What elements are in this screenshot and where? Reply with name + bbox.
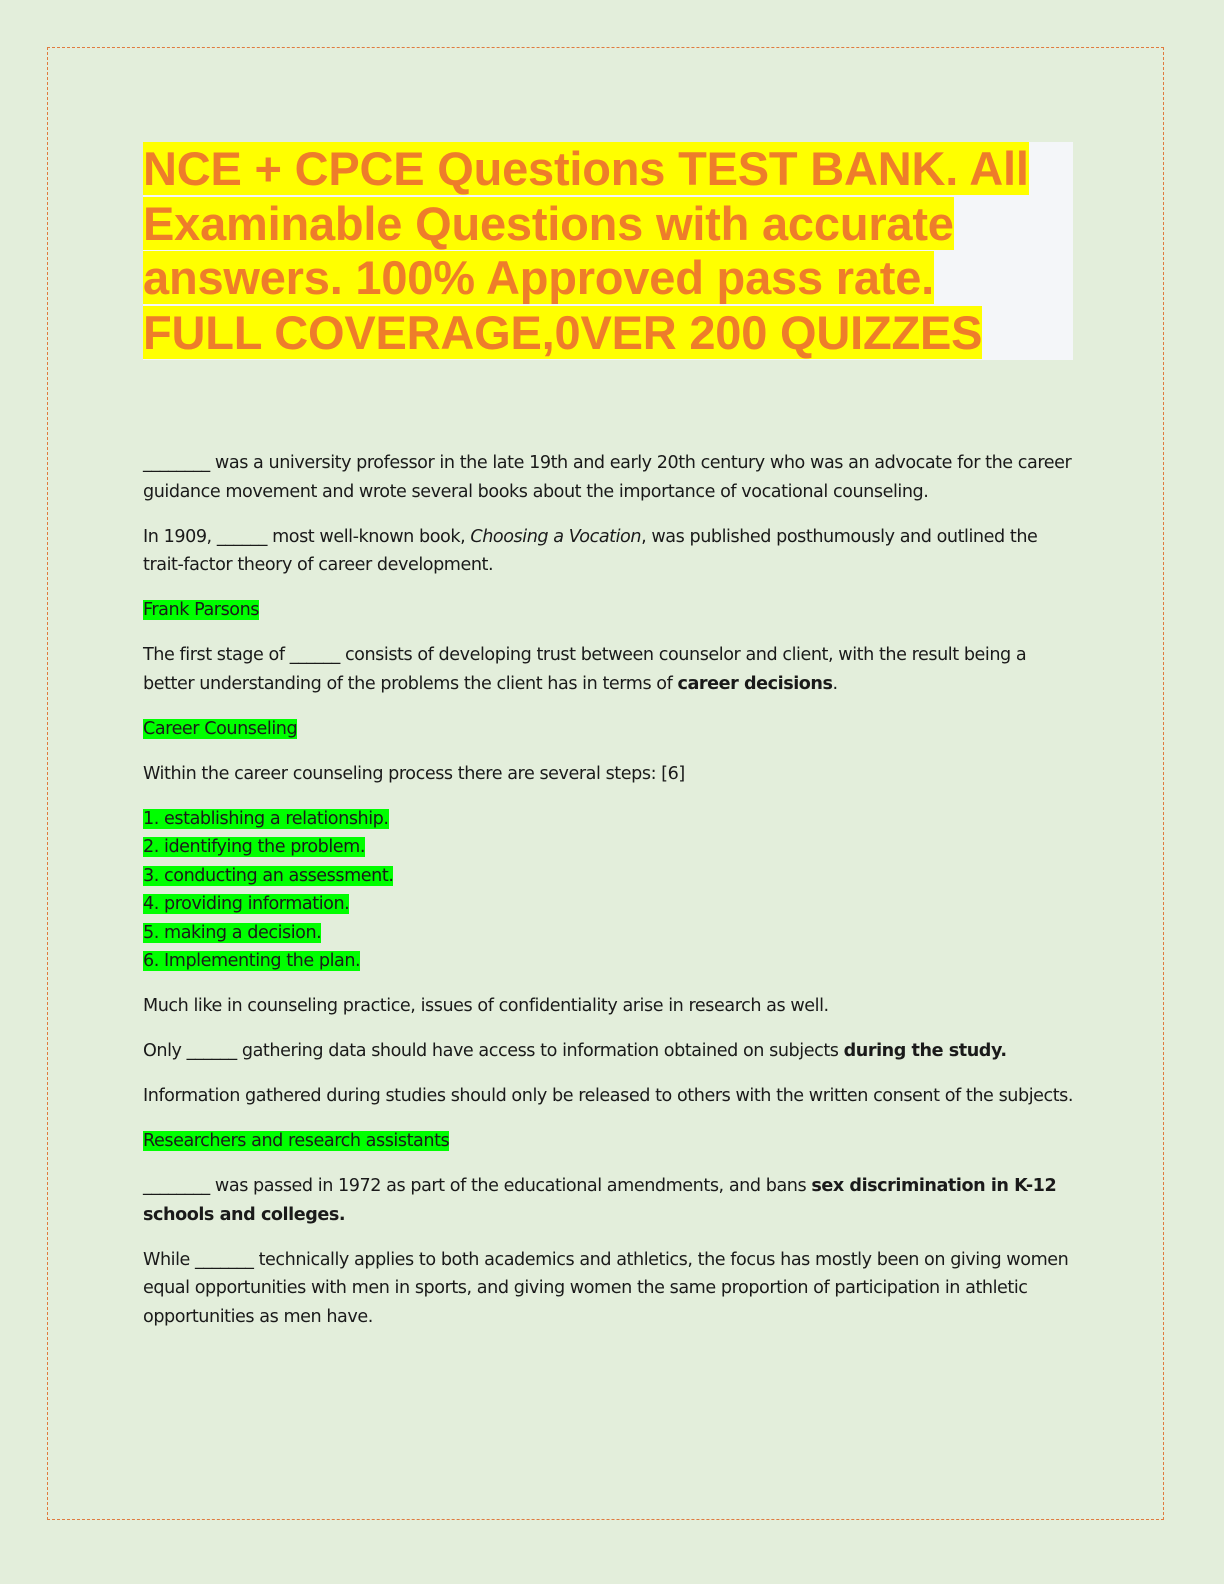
title-line: FULL COVERAGE,0VER 200 QUIZZES — [143, 305, 983, 359]
question-paragraph: Information gathered during studies should only be released to others with the written consent of the subjects. — [143, 1086, 1074, 1106]
title-box — [143, 142, 1073, 360]
answer-paragraph — [143, 596, 1078, 625]
question-paragraph: ________ was a university professor in the late 19th and early 20th century who was an advocate for the career guidance movement and wrote several books about the importance of vocational counseling. — [143, 453, 1072, 502]
list-item: 3. conducting an assessment. — [143, 865, 394, 886]
question-paragraph: Only ______ gathering data should have access to information obtained on subjects during the study. — [143, 1041, 1007, 1061]
answer-paragraph — [143, 1127, 1078, 1156]
answer-paragraph — [143, 715, 1078, 744]
steps-list — [143, 805, 1078, 976]
list-item: 4. providing information. — [143, 894, 350, 914]
document-body — [143, 449, 1078, 1348]
list-item: 6. Implementing the plan. — [143, 951, 361, 971]
answer-highlight: Career Counseling — [143, 718, 298, 739]
question-paragraph: The first stage of ______ consists of developing trust between counselor and client, with the result being a better understanding of the problems the client has in terms of career decisions. — [143, 645, 1027, 694]
question-paragraph: ________ was passed in 1972 as part of the educational amendments, and bans sex discrimination in K-12 schools and colleges. — [143, 1176, 1057, 1225]
question-paragraph: In 1909, ______ most well-known book, Choosing a Vocation, was published posthumously and outlined the trait-factor theory of career development. — [143, 526, 1038, 575]
question-paragraph: Much like in counseling practice, issues of confidentiality arise in research as well. — [143, 996, 829, 1016]
document-title — [143, 142, 1073, 360]
title-line: answers. 100% Approved pass rate. — [143, 251, 935, 304]
book-title: Choosing a Vocation — [470, 526, 642, 547]
answer-highlight: Researchers and research assistants — [143, 1131, 450, 1151]
list-item: 5. making a decision. — [143, 922, 322, 943]
title-line: NCE + CPCE Questions TEST BANK. All — [143, 142, 1029, 195]
list-item: 1. establishing a relationship. — [143, 808, 389, 829]
answer-highlight: Frank Parsons — [143, 600, 260, 620]
title-line: Examinable Questions with accurate — [143, 196, 954, 250]
question-paragraph: While _______ technically applies to both academics and athletics, the focus has mostly been on giving women equal opportunities with men in sports, and giving women the same proportion of participation in athletic opportunities as men have. — [143, 1249, 1069, 1327]
question-paragraph: Within the career counseling process there are several steps: [6] — [143, 763, 685, 784]
list-item: 2. identifying the problem. — [143, 837, 365, 857]
